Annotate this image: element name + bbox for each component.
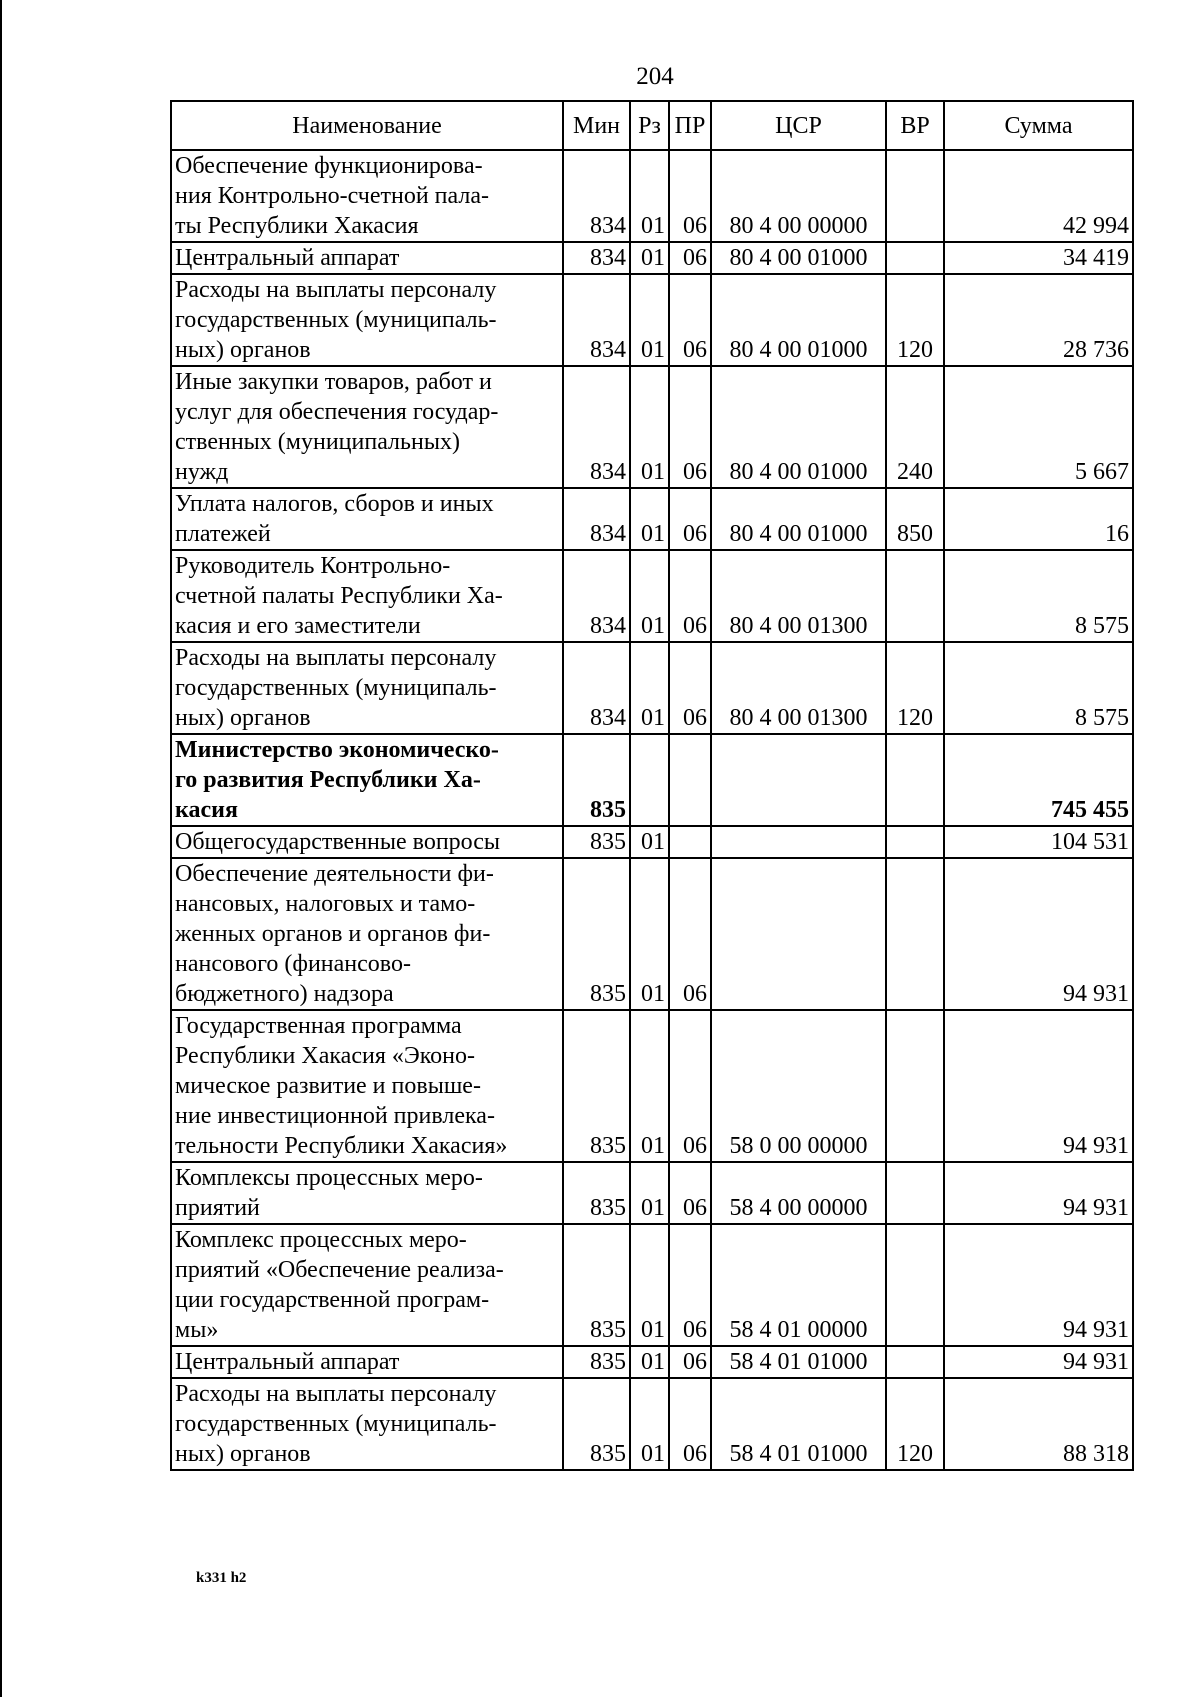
column-header-min: Мин [563,101,630,150]
cell-name-line: нансового (финансово- [175,951,411,977]
table-row [171,734,1133,826]
cell-csr: 58 4 01 01000 [711,1346,886,1378]
cell-min: 835 [563,1378,630,1470]
cell-name-line: ние инвестиционной привлека- [175,1103,495,1129]
cell-csr: 58 4 01 01000 [711,1378,886,1470]
cell-csr: 80 4 00 01300 [711,642,886,734]
cell-name-line: государственных (муниципаль- [175,307,497,333]
cell-name-line: услуг для обеспечения государ- [175,399,499,425]
table-row [171,550,1133,642]
cell-name [171,642,563,734]
table-row [171,826,1133,858]
cell-name-line: Обеспечение деятельности фи- [175,861,494,887]
table-body [171,150,1133,1470]
cell-pr [669,734,711,826]
column-header-sum: Сумма [944,101,1133,150]
cell-rz: 01 [630,1346,669,1378]
table-row [171,1378,1133,1470]
cell-min: 834 [563,274,630,366]
cell-name [171,150,563,242]
cell-sum: 94 931 [944,1010,1133,1162]
page-number: 204 [636,63,674,90]
cell-name [171,826,563,858]
table-row [171,1224,1133,1346]
cell-name-line: Республики Хакасия «Эконо- [175,1043,475,1069]
cell-csr: 58 0 00 00000 [711,1010,886,1162]
cell-pr: 06 [669,1224,711,1346]
cell-name-line: Комплекс процессных меро- [175,1227,467,1253]
cell-csr [711,734,886,826]
table-row [171,366,1133,488]
cell-pr: 06 [669,1378,711,1470]
cell-vr [886,734,944,826]
cell-min: 834 [563,550,630,642]
cell-name-line: бюджетного) надзора [175,981,394,1007]
cell-name-line: Иные закупки товаров, работ и [175,369,492,395]
cell-min: 835 [563,1346,630,1378]
column-header-pr: ПР [669,101,711,150]
cell-pr: 06 [669,858,711,1010]
cell-csr: 80 4 00 01000 [711,274,886,366]
cell-sum: 94 931 [944,1162,1133,1224]
column-header-vr: ВР [886,101,944,150]
cell-vr [886,150,944,242]
cell-name-line: Центральный аппарат [175,245,400,271]
cell-name-line: Уплата налогов, сборов и иных [175,491,494,517]
column-header-rz: Рз [630,101,669,150]
cell-pr: 06 [669,366,711,488]
cell-name [171,1162,563,1224]
cell-name-line: Центральный аппарат [175,1349,400,1375]
cell-vr [886,1162,944,1224]
cell-pr: 06 [669,274,711,366]
cell-vr: 850 [886,488,944,550]
table-row [171,1162,1133,1224]
cell-name-line: мическое развитие и повыше- [175,1073,481,1099]
cell-csr: 58 4 01 00000 [711,1224,886,1346]
cell-name-line: государственных (муниципаль- [175,1411,497,1437]
cell-vr [886,242,944,274]
cell-vr [886,1346,944,1378]
cell-name [171,274,563,366]
page-edge-line [0,0,2,1697]
cell-pr: 06 [669,1010,711,1162]
cell-rz: 01 [630,366,669,488]
cell-sum: 8 575 [944,642,1133,734]
cell-csr: 80 4 00 00000 [711,150,886,242]
cell-sum: 8 575 [944,550,1133,642]
cell-pr: 06 [669,242,711,274]
cell-rz: 01 [630,1010,669,1162]
cell-vr [886,826,944,858]
cell-name [171,1010,563,1162]
cell-sum: 28 736 [944,274,1133,366]
cell-csr: 80 4 00 01000 [711,242,886,274]
column-header-csr: ЦСР [711,101,886,150]
cell-name-line: ственных (муниципальных) [175,429,460,455]
table-row [171,488,1133,550]
cell-vr: 120 [886,274,944,366]
cell-sum: 94 931 [944,1224,1133,1346]
table-row [171,858,1133,1010]
cell-name [171,1346,563,1378]
cell-sum: 16 [944,488,1133,550]
cell-name-line: ных) органов [175,337,311,363]
cell-name-line: счетной палаты Республики Ха- [175,583,503,609]
cell-min: 834 [563,242,630,274]
cell-rz: 01 [630,242,669,274]
cell-vr: 120 [886,642,944,734]
cell-rz: 01 [630,550,669,642]
cell-name-line: ции государственной програм- [175,1287,490,1313]
cell-name [171,1224,563,1346]
cell-min: 834 [563,488,630,550]
cell-rz: 01 [630,1162,669,1224]
cell-min: 835 [563,1224,630,1346]
table-header-row [171,101,1133,150]
cell-min: 834 [563,150,630,242]
cell-name-line: нансовых, налоговых и тамо- [175,891,476,917]
table-row [171,274,1133,366]
cell-name-line: ты Республики Хакасия [175,213,419,239]
cell-csr: 80 4 00 01000 [711,366,886,488]
cell-pr: 06 [669,150,711,242]
cell-name-line: тельности Республики Хакасия» [175,1133,508,1159]
cell-sum: 88 318 [944,1378,1133,1470]
cell-rz: 01 [630,488,669,550]
cell-name-line: Обеспечение функционирова- [175,153,483,179]
cell-vr [886,550,944,642]
cell-rz: 01 [630,858,669,1010]
footer-code: k331 h2 [196,1570,247,1586]
cell-name-line: го развития Республики Ха- [175,767,481,793]
cell-pr: 06 [669,550,711,642]
cell-name-line: платежей [175,521,271,547]
cell-name-line: ния Контрольно-счетной пала- [175,183,490,209]
cell-name-line: Общегосударственные вопросы [175,829,501,855]
cell-name-line: приятий «Обеспечение реализа- [175,1257,504,1283]
cell-sum: 94 931 [944,1346,1133,1378]
cell-name-line: касия и его заместители [175,613,421,639]
table-row [171,642,1133,734]
cell-vr [886,1224,944,1346]
cell-vr [886,1010,944,1162]
cell-name-line: Государственная программа [175,1013,462,1039]
cell-name-line: государственных (муниципаль- [175,675,497,701]
column-header-name: Наименование [171,101,563,150]
budget-table [170,100,1134,1471]
cell-pr: 06 [669,642,711,734]
cell-sum: 104 531 [944,826,1133,858]
cell-rz: 01 [630,826,669,858]
cell-min: 835 [563,1162,630,1224]
cell-vr: 120 [886,1378,944,1470]
cell-vr [886,858,944,1010]
cell-name-line: ных) органов [175,705,311,731]
cell-sum: 94 931 [944,858,1133,1010]
cell-csr: 58 4 00 00000 [711,1162,886,1224]
cell-name-line: ных) органов [175,1441,311,1467]
cell-pr [669,826,711,858]
cell-pr: 06 [669,1346,711,1378]
cell-name [171,858,563,1010]
cell-csr [711,858,886,1010]
cell-csr: 80 4 00 01000 [711,488,886,550]
cell-name-line: Расходы на выплаты персоналу [175,1381,497,1407]
cell-pr: 06 [669,1162,711,1224]
cell-name [171,1378,563,1470]
cell-name [171,242,563,274]
cell-rz: 01 [630,642,669,734]
cell-sum: 34 419 [944,242,1133,274]
table-row [171,242,1133,274]
cell-min: 835 [563,826,630,858]
cell-rz: 01 [630,150,669,242]
cell-name [171,366,563,488]
cell-name-line: приятий [175,1195,260,1221]
cell-name-line: мы» [175,1317,219,1343]
cell-vr: 240 [886,366,944,488]
cell-name-line: нужд [175,459,229,485]
cell-rz: 01 [630,1378,669,1470]
cell-sum: 745 455 [944,734,1133,826]
table-row [171,150,1133,242]
cell-name [171,488,563,550]
table-row [171,1010,1133,1162]
cell-name-line: Министерство экономическо- [175,737,499,763]
cell-min: 834 [563,642,630,734]
cell-pr: 06 [669,488,711,550]
cell-min: 835 [563,858,630,1010]
cell-name-line: Расходы на выплаты персоналу [175,277,497,303]
cell-min: 834 [563,366,630,488]
cell-name [171,734,563,826]
cell-name-line: Руководитель Контрольно- [175,553,451,579]
cell-min: 835 [563,734,630,826]
cell-name-line: Расходы на выплаты персоналу [175,645,497,671]
cell-name-line: Комплексы процессных меро- [175,1165,483,1191]
cell-rz: 01 [630,1224,669,1346]
cell-name [171,550,563,642]
cell-name-line: женных органов и органов фи- [175,921,491,947]
cell-csr: 80 4 00 01300 [711,550,886,642]
cell-sum: 5 667 [944,366,1133,488]
cell-rz: 01 [630,274,669,366]
cell-min: 835 [563,1010,630,1162]
cell-sum: 42 994 [944,150,1133,242]
cell-rz [630,734,669,826]
cell-name-line: касия [175,797,238,823]
table-row [171,1346,1133,1378]
cell-csr [711,826,886,858]
